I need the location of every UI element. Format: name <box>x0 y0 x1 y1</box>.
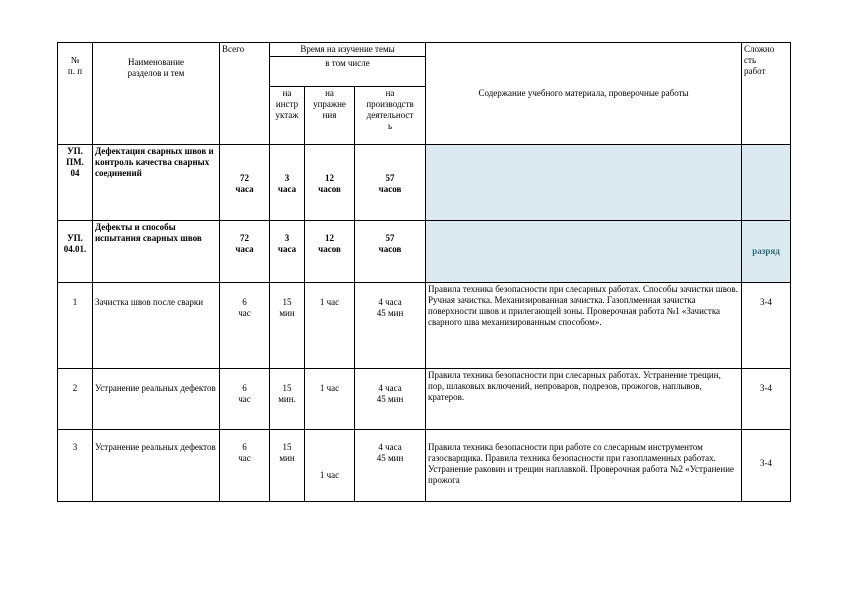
row-prod: 4 часа 45 мин <box>355 369 426 430</box>
row-instr: 15 мин <box>270 283 305 369</box>
row-prod: 4 часа 45 мин <box>355 430 426 502</box>
table-row <box>58 145 791 221</box>
row-num: УП. ПМ. 04 <box>58 145 93 221</box>
row-content <box>426 221 742 283</box>
row-total: 72 часа <box>220 145 270 221</box>
row-exer: 12 часов <box>305 145 355 221</box>
row-name: Устранение реальных дефектов <box>93 369 220 430</box>
table-row <box>58 430 791 502</box>
row-instr: 15 мин <box>270 430 305 502</box>
row-instr: 3 часа <box>270 221 305 283</box>
header-num: № п. п <box>58 43 93 145</box>
row-exer: 1 час <box>305 430 355 502</box>
table-row <box>58 283 791 369</box>
row-exer: 12 часов <box>305 221 355 283</box>
row-instr: 3 часа <box>270 145 305 221</box>
training-plan-table <box>57 42 791 502</box>
row-num: 2 <box>58 369 93 430</box>
row-exer: 1 час <box>305 369 355 430</box>
header-complexity: Сложно сть работ <box>742 43 791 145</box>
row-complexity: 3-4 <box>742 430 791 502</box>
row-num: 3 <box>58 430 93 502</box>
row-content: Правила техника безопасности при слесарных работах. Устранение трещин, пор, шлаковых включений, непроваров, подрезов, прожогов, наплывов, кратеров. <box>426 369 742 430</box>
row-complexity: 3-4 <box>742 283 791 369</box>
row-prod: 4 часа 45 мин <box>355 283 426 369</box>
row-total: 6 час <box>220 369 270 430</box>
row-prod: 57 часов <box>355 221 426 283</box>
row-content <box>426 145 742 221</box>
row-name: Дефекты и способы испытания сварных швов <box>93 221 220 283</box>
row-instr: 15 мин. <box>270 369 305 430</box>
header-content: Содержание учебного материала, проверочные работы <box>426 43 742 145</box>
header-name: Наименование разделов и тем <box>93 43 220 145</box>
row-num: УП. 04.01. <box>58 221 93 283</box>
header-exer: на упражне ния <box>305 87 355 145</box>
header-instr: на инстр уктаж <box>270 87 305 145</box>
row-prod: 57 часов <box>355 145 426 221</box>
row-name: Дефектация сварных швов и контроль качества сварных соединений <box>93 145 220 221</box>
row-complexity: разряд <box>742 221 791 283</box>
header-incl: в том числе <box>270 57 426 87</box>
row-total: 72 часа <box>220 221 270 283</box>
table-row <box>58 369 791 430</box>
row-total: 6 час <box>220 283 270 369</box>
header-row-1 <box>58 43 791 57</box>
row-num: 1 <box>58 283 93 369</box>
row-content: Правила техника безопасности при слесарных работах. Способы зачистки швов. Ручная зачистка. Механизированная зачистка. Газоплменная зачистка поверхности швов и прилегающей зоны. Проверочная работа №1 «Зачистка сварного шва механизированным способом». <box>426 283 742 369</box>
row-complexity: 3-4 <box>742 369 791 430</box>
row-complexity <box>742 145 791 221</box>
table-row <box>58 221 791 283</box>
row-content: Правила техника безопасности при работе со слесарным инструментом газосварщика. Правила техника безопасности при газопламенных работах. Устранение раковин и трещин наплавкой. Проверочная работа №2 «Устранение прожога <box>426 430 742 502</box>
header-total: Всего <box>220 43 270 145</box>
header-prod: на производств деятельност ь <box>355 87 426 145</box>
header-time: Время на изучение темы <box>270 43 426 57</box>
row-exer: 1 час <box>305 283 355 369</box>
row-name: Зачистка швов после сварки <box>93 283 220 369</box>
row-total: 6 час <box>220 430 270 502</box>
row-name: Устранение реальных дефектов <box>93 430 220 502</box>
